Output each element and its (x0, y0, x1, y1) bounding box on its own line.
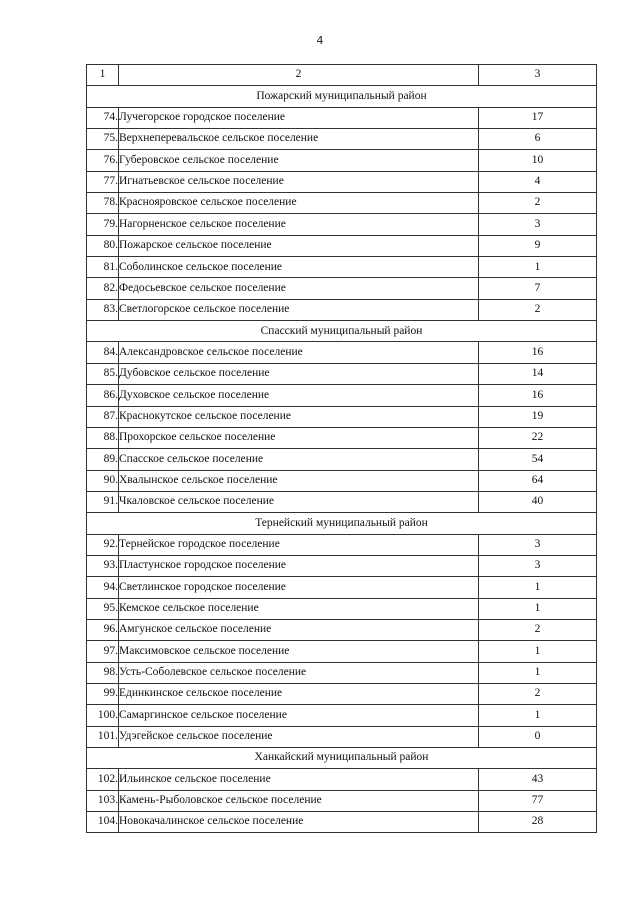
table-row (87, 278, 597, 299)
column-header-number: 1 (87, 65, 119, 86)
settlement-name: Камень-Рыболовское сельское поселение (119, 790, 479, 811)
district-row (87, 321, 597, 342)
table-row (87, 598, 597, 619)
row-count: 1 (479, 705, 597, 726)
row-count: 2 (479, 193, 597, 214)
table-header-row (87, 65, 597, 86)
table-row (87, 619, 597, 640)
settlement-name: Новокачалинское сельское поселение (119, 812, 479, 833)
row-count: 16 (479, 385, 597, 406)
settlement-name: Соболинское сельское поселение (119, 257, 479, 278)
table-row (87, 299, 597, 320)
row-number: 89. (87, 449, 119, 470)
settlement-name: Краснокутское сельское поселение (119, 406, 479, 427)
row-count: 0 (479, 726, 597, 747)
table-row (87, 406, 597, 427)
row-count: 1 (479, 257, 597, 278)
table-row (87, 790, 597, 811)
row-number: 81. (87, 257, 119, 278)
row-number: 80. (87, 235, 119, 256)
settlement-name: Светлогорское сельское поселение (119, 299, 479, 320)
row-number: 92. (87, 534, 119, 555)
district-title: Ханкайский муниципальный район (87, 748, 597, 769)
row-number: 87. (87, 406, 119, 427)
settlement-name: Краснояровское сельское поселение (119, 193, 479, 214)
table-row (87, 470, 597, 491)
row-number: 74. (87, 107, 119, 128)
row-number: 86. (87, 385, 119, 406)
row-count: 54 (479, 449, 597, 470)
row-number: 78. (87, 193, 119, 214)
row-number: 104. (87, 812, 119, 833)
row-count: 22 (479, 427, 597, 448)
row-count: 1 (479, 598, 597, 619)
row-number: 94. (87, 577, 119, 598)
settlement-name: Губеровское сельское поселение (119, 150, 479, 171)
settlement-name: Усть-Соболевское сельское поселение (119, 662, 479, 683)
district-title: Спасский муниципальный район (87, 321, 597, 342)
row-number: 93. (87, 555, 119, 576)
settlement-name: Пожарское сельское поселение (119, 235, 479, 256)
row-number: 77. (87, 171, 119, 192)
table-row (87, 363, 597, 384)
table-row (87, 683, 597, 704)
row-count: 16 (479, 342, 597, 363)
row-count: 64 (479, 470, 597, 491)
row-count: 1 (479, 577, 597, 598)
table-row (87, 129, 597, 150)
table-row (87, 193, 597, 214)
row-count: 2 (479, 299, 597, 320)
row-number: 102. (87, 769, 119, 790)
row-count: 1 (479, 662, 597, 683)
table-row (87, 555, 597, 576)
settlement-name: Нагорненское сельское поселение (119, 214, 479, 235)
row-number: 90. (87, 470, 119, 491)
row-count: 7 (479, 278, 597, 299)
row-count: 10 (479, 150, 597, 171)
district-row (87, 86, 597, 107)
table-row (87, 577, 597, 598)
row-count: 2 (479, 619, 597, 640)
row-number: 91. (87, 491, 119, 512)
settlement-name: Пластунское городское поселение (119, 555, 479, 576)
table-row (87, 257, 597, 278)
row-count: 9 (479, 235, 597, 256)
settlement-name: Прохорское сельское поселение (119, 427, 479, 448)
row-count: 14 (479, 363, 597, 384)
row-number: 84. (87, 342, 119, 363)
row-number: 98. (87, 662, 119, 683)
row-count: 77 (479, 790, 597, 811)
column-header-name: 2 (119, 65, 479, 86)
settlement-name: Самаргинское сельское поселение (119, 705, 479, 726)
row-count: 6 (479, 129, 597, 150)
table-row (87, 534, 597, 555)
settlement-name: Тернейское городское поселение (119, 534, 479, 555)
table-body (87, 86, 597, 833)
table-row (87, 150, 597, 171)
row-number: 96. (87, 619, 119, 640)
row-count: 17 (479, 107, 597, 128)
settlement-name: Хвалынское сельское поселение (119, 470, 479, 491)
settlement-name: Ильинское сельское поселение (119, 769, 479, 790)
table-row (87, 385, 597, 406)
row-number: 82. (87, 278, 119, 299)
row-number: 103. (87, 790, 119, 811)
table-row (87, 641, 597, 662)
row-number: 97. (87, 641, 119, 662)
row-count: 28 (479, 812, 597, 833)
row-number: 99. (87, 683, 119, 704)
column-header-count: 3 (479, 65, 597, 86)
settlement-name: Лучегорское городское поселение (119, 107, 479, 128)
table-row (87, 235, 597, 256)
page-number: 4 (316, 34, 324, 47)
row-number: 75. (87, 129, 119, 150)
table-row (87, 812, 597, 833)
row-count: 43 (479, 769, 597, 790)
settlement-name: Амгунское сельское поселение (119, 619, 479, 640)
settlement-name: Александровское сельское поселение (119, 342, 479, 363)
row-count: 19 (479, 406, 597, 427)
settlement-name: Максимовское сельское поселение (119, 641, 479, 662)
table-row (87, 449, 597, 470)
table-row (87, 491, 597, 512)
table-row (87, 171, 597, 192)
table-row (87, 662, 597, 683)
row-count: 4 (479, 171, 597, 192)
table-row (87, 342, 597, 363)
table-row (87, 107, 597, 128)
settlement-name: Светлинское городское поселение (119, 577, 479, 598)
row-count: 2 (479, 683, 597, 704)
settlement-name: Кемское сельское поселение (119, 598, 479, 619)
row-number: 100. (87, 705, 119, 726)
row-count: 40 (479, 491, 597, 512)
settlement-name: Игнатьевское сельское поселение (119, 171, 479, 192)
settlement-name: Дубовское сельское поселение (119, 363, 479, 384)
settlement-name: Единкинское сельское поселение (119, 683, 479, 704)
settlement-name: Духовское сельское поселение (119, 385, 479, 406)
settlements-table (86, 64, 597, 833)
table-row (87, 726, 597, 747)
table-row (87, 769, 597, 790)
row-count: 1 (479, 641, 597, 662)
row-number: 95. (87, 598, 119, 619)
district-row (87, 748, 597, 769)
table-row (87, 214, 597, 235)
district-title: Тернейский муниципальный район (87, 513, 597, 534)
row-number: 85. (87, 363, 119, 384)
row-count: 3 (479, 555, 597, 576)
row-count: 3 (479, 534, 597, 555)
settlement-name: Верхнеперевальское сельское поселение (119, 129, 479, 150)
row-number: 79. (87, 214, 119, 235)
row-number: 101. (87, 726, 119, 747)
settlement-name: Спасское сельское поселение (119, 449, 479, 470)
settlement-name: Удэгейское сельское поселение (119, 726, 479, 747)
district-row (87, 513, 597, 534)
row-number: 76. (87, 150, 119, 171)
row-number: 83. (87, 299, 119, 320)
row-count: 3 (479, 214, 597, 235)
table-row (87, 427, 597, 448)
table-row (87, 705, 597, 726)
settlement-name: Чкаловское сельское поселение (119, 491, 479, 512)
district-title: Пожарский муниципальный район (87, 86, 597, 107)
settlement-name: Федосьевское сельское поселение (119, 278, 479, 299)
row-number: 88. (87, 427, 119, 448)
